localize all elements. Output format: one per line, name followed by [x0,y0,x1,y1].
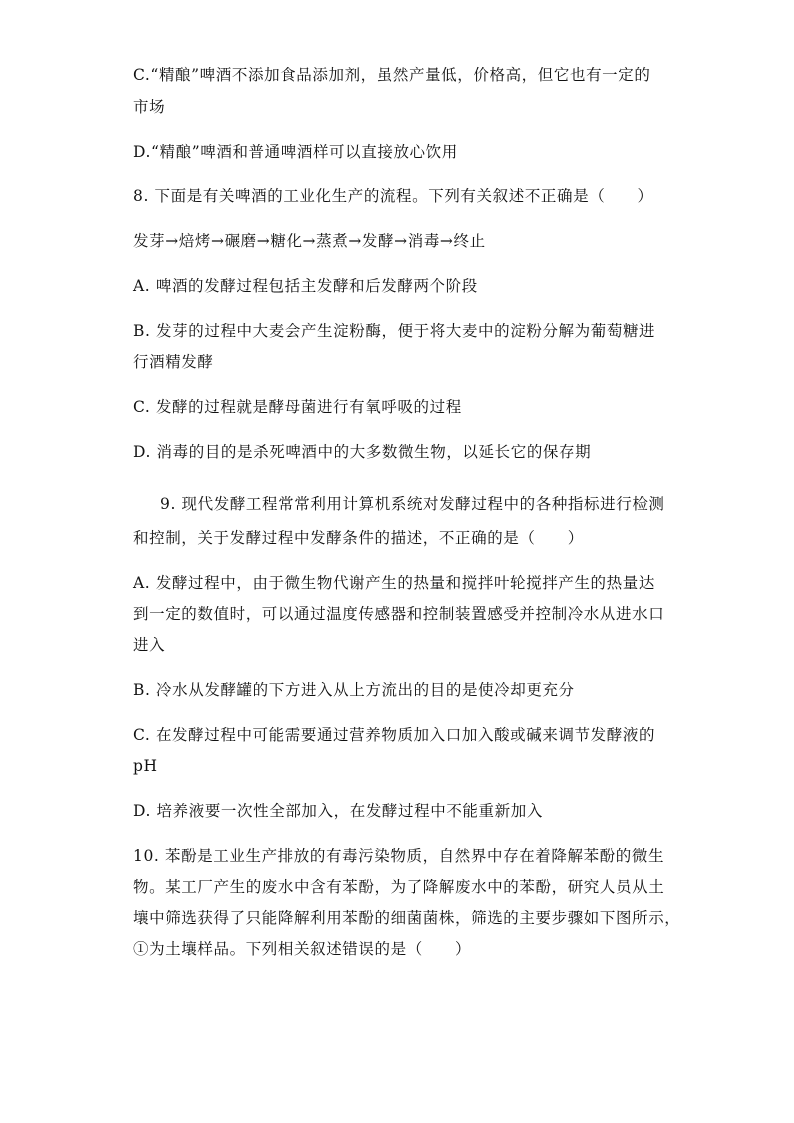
option-d-q8: D. 消毒的目的是杀死啤酒中的大多数微生物，以延长它的保存期 [133,443,592,461]
option-c-q7-line2: 市场 [133,98,166,116]
question-9-stem-line2: 和控制，关于发酵过程中发酵条件的描述，不正确的是（ ） [133,529,584,547]
option-c-q7-line1: C.“精酿”啤酒不添加食品添加剂，虽然产量低，价格高，但它也有一定的 [133,66,651,84]
option-b-q8-line2: 行酒精发酵 [133,353,214,371]
option-c-q9-line2: pH [133,757,158,775]
option-d-q9: D. 培养液要一次性全部加入，在发酵过程中不能重新加入 [133,802,543,820]
question-9-stem-line1: 9. 现代发酵工程常常利用计算机系统对发酵过程中的各种指标进行检测 [160,495,665,513]
question-10-stem-line4: ①为土壤样品。下列相关叙述错误的是（ ） [133,940,472,958]
option-a-q9-line3: 进入 [133,636,166,654]
option-a-q9-line1: A. 发酵过程中，由于微生物代谢产生的热量和搅拌叶轮搅拌产生的热量达 [133,574,655,592]
option-c-q9-line1: C. 在发酵过程中可能需要通过营养物质加入口加入酸或碱来调节发酵液的 [133,726,656,744]
option-a-q9-line2: 到一定的数值时，可以通过温度传感器和控制装置感受并控制冷水从进水口 [133,605,665,623]
option-a-q8: A. 啤酒的发酵过程包括主发酵和后发酵两个阶段 [133,277,478,295]
option-b-q9: B. 冷水从发酵罐的下方进入从上方流出的目的是使冷却更充分 [133,681,575,699]
question-10-stem-line1: 10. 苯酚是工业生产排放的有毒污染物质，自然界中存在着降解苯酚的微生 [133,847,665,865]
question-10-stem-line3: 壤中筛选获得了只能降解利用苯酚的细菌菌株，筛选的主要步骤如下图所示， [133,909,681,927]
option-b-q8-line1: B. 发芽的过程中大麦会产生淀粉酶，便于将大麦中的淀粉分解为葡萄糖进 [133,322,656,340]
option-d-q7: D.“精酿”啤酒和普通啤酒样可以直接放心饮用 [133,143,458,161]
brewing-process-flow: 发芽→焙烤→碾磨→糖化→蒸煮→发酵→消毒→终止 [133,232,486,250]
question-8-stem: 8. 下面是有关啤酒的工业化生产的流程。下列有关叙述不正确是（ ） [133,187,654,205]
question-10-stem-line2: 物。某工厂产生的废水中含有苯酚，为了降解废水中的苯酚，研究人员从土 [133,878,665,896]
option-c-q8: C. 发酵的过程就是酵母菌进行有氧呼吸的过程 [133,398,462,416]
